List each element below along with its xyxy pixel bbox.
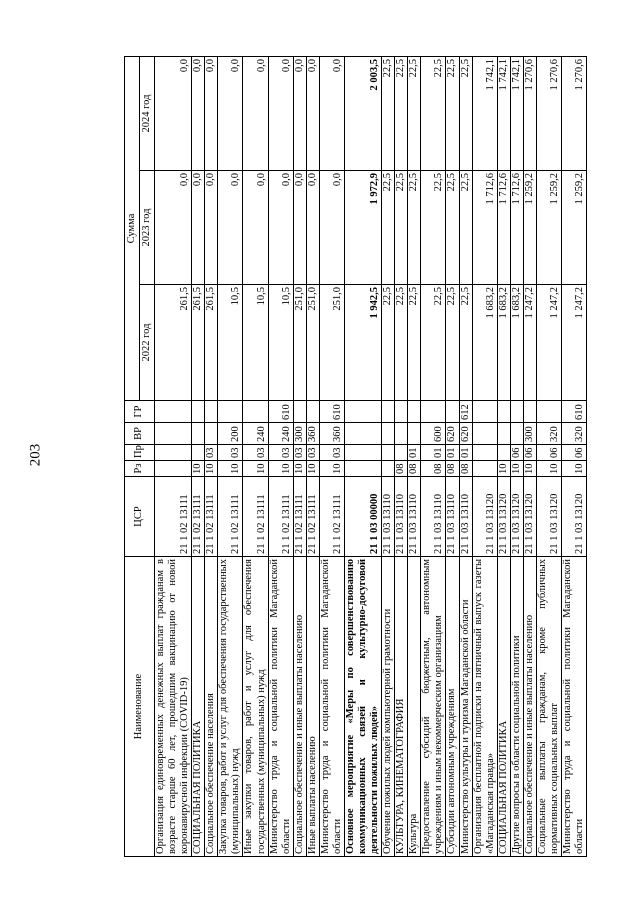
table-row (293, 57, 306, 857)
cell-vr: 360 (306, 423, 319, 445)
cell-vr: 240 (243, 423, 268, 445)
table-body (155, 57, 587, 857)
cell-name: Министерство труда и социальной политики Магаданской области (268, 557, 293, 857)
cell-2024: 1 270,6 (536, 57, 561, 171)
header-pr: Пр (125, 445, 155, 461)
cell-csr: 21 1 03 13110 (421, 477, 446, 557)
cell-2022: 10,5 (218, 285, 243, 401)
cell-2024: 22,5 (446, 57, 459, 171)
cell-csr: 21 1 03 13120 (523, 477, 536, 557)
cell-2023: 1 259,2 (523, 171, 536, 285)
cell-2024: 1 742,1 (472, 57, 497, 171)
cell-pr: 03 (205, 445, 218, 461)
cell-csr: 21 1 03 13120 (536, 477, 561, 557)
table-row (243, 57, 268, 857)
cell-pr: 03 (306, 445, 319, 461)
cell-pr: 03 (319, 445, 344, 461)
cell-pr: 06 (536, 445, 561, 461)
cell-rz: 08 (421, 461, 446, 477)
cell-vr: 200 (218, 423, 243, 445)
cell-name: СОЦИАЛЬНАЯ ПОЛИТИКА (192, 557, 205, 857)
table-row (421, 57, 446, 857)
cell-csr: 21 1 03 13110 (395, 477, 408, 557)
cell-csr: 21 1 03 13110 (408, 477, 421, 557)
cell-name: Другие вопросы в области социальной политики (510, 557, 523, 857)
cell-vr: 240 (268, 423, 293, 445)
cell-gr (382, 401, 395, 423)
cell-gr (395, 401, 408, 423)
header-vr: ВР (125, 423, 155, 445)
cell-vr (155, 423, 192, 445)
cell-pr: 01 (421, 445, 446, 461)
cell-2022: 1 683,2 (510, 285, 523, 401)
cell-rz: 10 (523, 461, 536, 477)
cell-name: Организация бесплатной подписки на пятничный выпуск газеты «Магаданская правда» (472, 557, 497, 857)
cell-vr (205, 423, 218, 445)
cell-csr: 21 1 03 13120 (472, 477, 497, 557)
cell-pr: 03 (243, 445, 268, 461)
header-2024: 2024 год (140, 57, 155, 171)
cell-csr: 21 1 03 13110 (446, 477, 459, 557)
cell-csr: 21 1 03 13110 (382, 477, 395, 557)
cell-csr: 21 1 03 13110 (459, 477, 472, 557)
cell-gr (293, 401, 306, 423)
cell-rz: 08 (408, 461, 421, 477)
cell-name: Предоставление субсидий бюджетным, автономным учреждениям и иным некоммерческим организациям (421, 557, 446, 857)
cell-2023: 0,0 (205, 171, 218, 285)
cell-2022: 261,5 (155, 285, 192, 401)
cell-2022: 251,0 (293, 285, 306, 401)
cell-rz: 10 (243, 461, 268, 477)
cell-csr: 21 1 02 13111 (319, 477, 344, 557)
header-2022: 2022 год (140, 285, 155, 401)
cell-vr (344, 423, 381, 445)
cell-vr: 360 (319, 423, 344, 445)
cell-gr (510, 401, 523, 423)
cell-vr (510, 423, 523, 445)
table-row (382, 57, 395, 857)
cell-name: Социальное обеспечение населения (205, 557, 218, 857)
cell-pr (472, 445, 497, 461)
cell-2022: 1 247,2 (536, 285, 561, 401)
table-row (192, 57, 205, 857)
cell-2024: 1 270,6 (523, 57, 536, 171)
cell-csr: 21 1 03 13120 (562, 477, 587, 557)
cell-rz: 10 (497, 461, 510, 477)
table-row (205, 57, 218, 857)
cell-pr: 03 (268, 445, 293, 461)
cell-csr: 21 1 02 13111 (293, 477, 306, 557)
cell-gr (218, 401, 243, 423)
cell-csr: 21 1 03 13120 (510, 477, 523, 557)
cell-2023: 0,0 (293, 171, 306, 285)
cell-name: Культура (408, 557, 421, 857)
cell-2022: 1 942,5 (344, 285, 381, 401)
cell-2024: 22,5 (421, 57, 446, 171)
cell-gr (243, 401, 268, 423)
cell-rz: 10 (306, 461, 319, 477)
cell-rz: 10 (510, 461, 523, 477)
cell-2022: 251,0 (306, 285, 319, 401)
cell-2022: 1 683,2 (472, 285, 497, 401)
cell-pr (192, 445, 205, 461)
cell-vr: 620 (459, 423, 472, 445)
header-gr: ГР (125, 401, 155, 423)
cell-gr (446, 401, 459, 423)
cell-rz (155, 461, 192, 477)
cell-2022: 1 247,2 (523, 285, 536, 401)
cell-vr (472, 423, 497, 445)
cell-2022: 22,5 (446, 285, 459, 401)
cell-vr (395, 423, 408, 445)
cell-vr: 600 (421, 423, 446, 445)
header-sum: Сумма (125, 57, 140, 401)
cell-2022: 22,5 (459, 285, 472, 401)
cell-name: Иные закупки товаров, работ и услуг для обеспечения государственных (муниципальных) нужд (243, 557, 268, 857)
cell-2023: 1 712,6 (472, 171, 497, 285)
cell-csr: 21 1 02 13111 (192, 477, 205, 557)
cell-2022: 10,5 (243, 285, 268, 401)
table-row (319, 57, 344, 857)
cell-name: Закупка товаров, работ и услуг для обеспечения государственных (муниципальных) нужд (218, 557, 243, 857)
cell-2023: 0,0 (155, 171, 192, 285)
cell-gr (536, 401, 561, 423)
cell-2023: 0,0 (192, 171, 205, 285)
cell-2022: 1 247,2 (562, 285, 587, 401)
header-2023: 2023 год (140, 171, 155, 285)
cell-2022: 261,5 (205, 285, 218, 401)
cell-rz: 08 (395, 461, 408, 477)
cell-2024: 1 270,6 (562, 57, 587, 171)
cell-2023: 1 712,6 (497, 171, 510, 285)
budget-table (124, 56, 587, 857)
cell-rz: 10 (293, 461, 306, 477)
table-row (459, 57, 472, 857)
cell-pr (395, 445, 408, 461)
table-row (306, 57, 319, 857)
cell-gr (344, 401, 381, 423)
cell-2023: 1 259,2 (536, 171, 561, 285)
cell-vr (192, 423, 205, 445)
cell-name: Субсидии автономным учреждениям (446, 557, 459, 857)
cell-2024: 0,0 (268, 57, 293, 171)
cell-rz: 10 (562, 461, 587, 477)
cell-pr (155, 445, 192, 461)
cell-2023: 22,5 (382, 171, 395, 285)
cell-name: Социальное обеспечение и иные выплаты населению (293, 557, 306, 857)
cell-csr: 21 1 02 13111 (155, 477, 192, 557)
cell-pr (382, 445, 395, 461)
cell-csr: 21 1 02 13111 (306, 477, 319, 557)
table-row (395, 57, 408, 857)
cell-vr (408, 423, 421, 445)
header-csr: ЦСР (125, 477, 155, 557)
cell-2023: 22,5 (395, 171, 408, 285)
cell-gr (408, 401, 421, 423)
cell-2024: 0,0 (192, 57, 205, 171)
cell-csr: 21 1 02 13111 (218, 477, 243, 557)
table-row (523, 57, 536, 857)
cell-vr: 300 (293, 423, 306, 445)
cell-2022: 22,5 (421, 285, 446, 401)
cell-2023: 0,0 (306, 171, 319, 285)
cell-2024: 22,5 (459, 57, 472, 171)
cell-csr: 21 1 02 13111 (243, 477, 268, 557)
cell-2024: 2 003,5 (344, 57, 381, 171)
table-row (268, 57, 293, 857)
cell-2022: 251,0 (319, 285, 344, 401)
cell-rz: 10 (268, 461, 293, 477)
cell-2022: 22,5 (408, 285, 421, 401)
cell-gr (205, 401, 218, 423)
cell-rz: 10 (536, 461, 561, 477)
cell-name: Обучение пожилых людей компьютерной грамотности (382, 557, 395, 857)
cell-gr (155, 401, 192, 423)
cell-2023: 0,0 (268, 171, 293, 285)
cell-name: Министерство культуры и туризма Магаданской области (459, 557, 472, 857)
cell-name: СОЦИАЛЬНАЯ ПОЛИТИКА (497, 557, 510, 857)
table-row (536, 57, 561, 857)
cell-gr (497, 401, 510, 423)
cell-pr: 06 (510, 445, 523, 461)
cell-rz: 10 (218, 461, 243, 477)
cell-name: Социальное обеспечение и иные выплаты населению (523, 557, 536, 857)
rotated-table-container (124, 57, 604, 857)
cell-2022: 22,5 (395, 285, 408, 401)
cell-gr (306, 401, 319, 423)
cell-pr: 06 (562, 445, 587, 461)
cell-name: Социальные выплаты гражданам, кроме публичных нормативных социальных выплат (536, 557, 561, 857)
cell-2023: 0,0 (319, 171, 344, 285)
cell-pr (344, 445, 381, 461)
cell-rz (382, 461, 395, 477)
cell-2022: 22,5 (382, 285, 395, 401)
cell-rz: 08 (446, 461, 459, 477)
cell-2023: 1 712,6 (510, 171, 523, 285)
table-row (408, 57, 421, 857)
cell-gr (421, 401, 446, 423)
cell-name: КУЛЬТУРА, КИНЕМАТОГРАФИЯ (395, 557, 408, 857)
cell-gr: 610 (562, 401, 587, 423)
table-row (510, 57, 523, 857)
cell-2023: 0,0 (243, 171, 268, 285)
table-row (155, 57, 192, 857)
header-rz: Рз (125, 461, 155, 477)
cell-gr (472, 401, 497, 423)
cell-2024: 0,0 (306, 57, 319, 171)
cell-gr: 610 (319, 401, 344, 423)
cell-2024: 0,0 (205, 57, 218, 171)
cell-vr: 320 (536, 423, 561, 445)
cell-csr: 21 1 02 13111 (268, 477, 293, 557)
cell-2023: 22,5 (459, 171, 472, 285)
cell-gr (523, 401, 536, 423)
cell-csr: 21 1 03 13120 (497, 477, 510, 557)
cell-2024: 1 742,1 (497, 57, 510, 171)
cell-2023: 1 259,2 (562, 171, 587, 285)
cell-name: Министерство труда и социальной политики Магаданской области (562, 557, 587, 857)
cell-pr: 01 (446, 445, 459, 461)
cell-2024: 0,0 (293, 57, 306, 171)
cell-rz: 10 (192, 461, 205, 477)
cell-name: Организация единовременных денежных выплат гражданам в возрасте старше 60 лет, прошедшим вакцинацию от новой коронавирусной инфекции (COVID-19) (155, 557, 192, 857)
cell-2024: 22,5 (408, 57, 421, 171)
cell-pr: 01 (459, 445, 472, 461)
cell-vr: 320 (562, 423, 587, 445)
cell-rz: 08 (459, 461, 472, 477)
cell-pr (497, 445, 510, 461)
cell-pr: 06 (523, 445, 536, 461)
cell-2022: 261,5 (192, 285, 205, 401)
cell-2024: 1 742,1 (510, 57, 523, 171)
cell-name: Иные выплаты населению (306, 557, 319, 857)
table-row (497, 57, 510, 857)
cell-2023: 0,0 (218, 171, 243, 285)
cell-vr (497, 423, 510, 445)
cell-2024: 0,0 (319, 57, 344, 171)
cell-2024: 0,0 (243, 57, 268, 171)
cell-gr (192, 401, 205, 423)
cell-2024: 0,0 (218, 57, 243, 171)
table-row (562, 57, 587, 857)
header-name: Наименование (125, 557, 155, 857)
cell-2023: 22,5 (421, 171, 446, 285)
cell-2023: 22,5 (408, 171, 421, 285)
cell-pr: 01 (408, 445, 421, 461)
cell-rz: 10 (319, 461, 344, 477)
cell-2022: 10,5 (268, 285, 293, 401)
cell-name: Основное мероприятие «Меры по совершенствованию коммуникационных связей и культурно-досуговой деятельности пожилых людей» (344, 557, 381, 857)
cell-rz (472, 461, 497, 477)
cell-vr: 620 (446, 423, 459, 445)
cell-rz: 10 (205, 461, 218, 477)
table-row (344, 57, 381, 857)
table-row (218, 57, 243, 857)
table-row (446, 57, 459, 857)
cell-2024: 22,5 (382, 57, 395, 171)
cell-2024: 22,5 (395, 57, 408, 171)
cell-pr: 03 (218, 445, 243, 461)
cell-2023: 1 972,9 (344, 171, 381, 285)
cell-pr: 03 (293, 445, 306, 461)
cell-csr: 21 1 02 13111 (205, 477, 218, 557)
cell-2024: 0,0 (155, 57, 192, 171)
cell-2023: 22,5 (446, 171, 459, 285)
cell-rz (344, 461, 381, 477)
cell-vr: 300 (523, 423, 536, 445)
cell-gr: 612 (459, 401, 472, 423)
cell-gr: 610 (268, 401, 293, 423)
page-number: 203 (27, 443, 44, 467)
cell-csr: 21 1 03 00000 (344, 477, 381, 557)
cell-vr (382, 423, 395, 445)
table-row (472, 57, 497, 857)
cell-2022: 1 683,2 (497, 285, 510, 401)
cell-name: Министерство труда и социальной политики Магаданской области (319, 557, 344, 857)
